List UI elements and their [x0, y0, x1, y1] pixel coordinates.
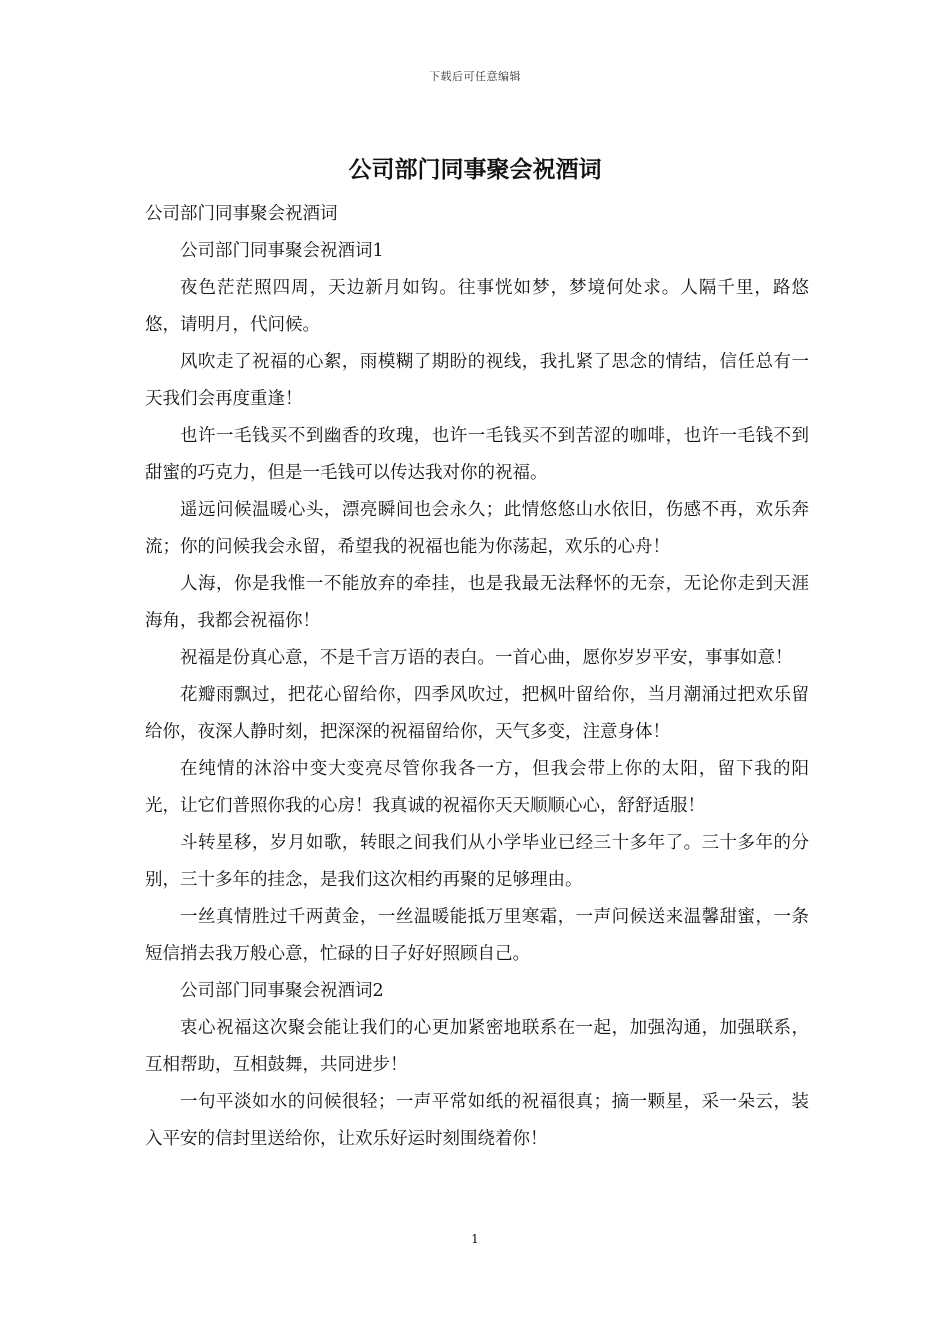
section-heading: 公司部门同事聚会祝酒词2	[180, 981, 384, 1001]
paragraph: 风吹走了祝福的心絮，雨模糊了期盼的视线，我扎紧了思念的情结，信任总有一天我们会再度重逢！	[145, 352, 809, 409]
paragraph: 遥远问候温暖心头，漂亮瞬间也会永久；此情悠悠山水依旧，伤感不再，欢乐奔流；你的问候我会永留，希望我的祝福也能为你荡起，欢乐的心舟！	[145, 500, 809, 557]
paragraph: 花瓣雨飘过，把花心留给你，四季风吹过，把枫叶留给你，当月潮涌过把欢乐留给你，夜深人静时刻，把深深的祝福留给你，天气多变，注意身体！	[145, 685, 809, 742]
document-title: 公司部门同事聚会祝酒词	[348, 156, 602, 183]
paragraph: 公司部门同事聚会祝酒词	[145, 204, 338, 224]
paragraph: 在纯情的沐浴中变大变亮尽管你我各一方，但我会带上你的太阳，留下我的阳光，让它们普照你我的心房！我真诚的祝福你天天顺顺心心，舒舒适服！	[145, 759, 809, 816]
paragraph: 也许一毛钱买不到幽香的玫瑰，也许一毛钱买不到苦涩的咖啡，也许一毛钱不到甜蜜的巧克力，但是一毛钱可以传达我对你的祝福。	[145, 426, 809, 483]
document-body	[145, 196, 809, 1158]
paragraph: 衷心祝福这次聚会能让我们的心更加紧密地联系在一起，加强沟通，加强联系，互相帮助，互相鼓舞，共同进步！	[145, 1018, 809, 1075]
page-number: 1	[471, 1232, 479, 1246]
section-heading: 公司部门同事聚会祝酒词1	[180, 241, 384, 261]
paragraph: 人海，你是我惟一不能放弃的牵挂，也是我最无法释怀的无奈，无论你走到天涯海角，我都会祝福你！	[145, 574, 809, 631]
paragraph: 祝福是份真心意，不是千言万语的表白。一首心曲，愿你岁岁平安，事事如意！	[180, 648, 793, 668]
header-note: 下载后可任意编辑	[429, 70, 521, 83]
paragraph: 夜色茫茫照四周，天边新月如钩。往事恍如梦，梦境何处求。人隔千里，路悠悠，请明月，代问候。	[145, 278, 809, 335]
paragraph: 一句平淡如水的问候很轻；一声平常如纸的祝福很真；摘一颗星，采一朵云，装入平安的信封里送给你，让欢乐好运时刻围绕着你！	[145, 1092, 809, 1149]
paragraph: 一丝真情胜过千两黄金，一丝温暖能抵万里寒霜，一声问候送来温馨甜蜜，一条短信捎去我万般心意，忙碌的日子好好照顾自己。	[145, 907, 809, 964]
paragraph: 斗转星移，岁月如歌，转眼之间我们从小学毕业已经三十多年了。三十多年的分别，三十多年的挂念，是我们这次相约再聚的足够理由。	[145, 833, 809, 890]
